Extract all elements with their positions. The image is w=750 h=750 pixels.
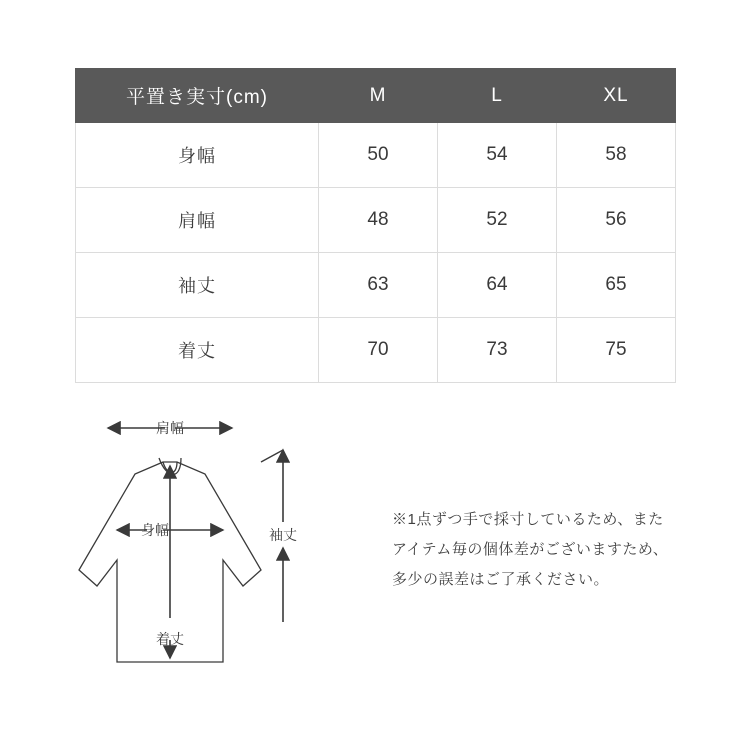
- table-header-size-xl: XL: [557, 69, 676, 123]
- cell-shoulder-width-l: 52: [438, 188, 557, 253]
- note-line-3: 多少の誤差はご了承ください。: [392, 571, 610, 588]
- cell-body-width-xl: 58: [557, 123, 676, 188]
- note-line-2: アイテム毎の個体差がございますため、: [392, 541, 669, 558]
- row-label-body-width: 身幅: [76, 123, 319, 188]
- size-table-head: [76, 69, 676, 123]
- measurement-note: [392, 505, 722, 595]
- cell-total-length-m: 70: [319, 318, 438, 383]
- label-body-width: 身幅: [141, 522, 169, 538]
- row-label-sleeve-length: 袖丈: [76, 253, 319, 318]
- table-header-row: [76, 69, 676, 123]
- size-table-body: [76, 123, 676, 383]
- garment-measurement-diagram: [55, 400, 385, 700]
- table-header-measurement: 平置き実寸(cm): [76, 69, 319, 123]
- cell-sleeve-length-l: 64: [438, 253, 557, 318]
- cell-sleeve-length-m: 63: [319, 253, 438, 318]
- table-row: [76, 188, 676, 253]
- cell-body-width-m: 50: [319, 123, 438, 188]
- cell-body-width-l: 54: [438, 123, 557, 188]
- size-table-container: [75, 68, 675, 383]
- note-line-1: ※1点ずつ手で採寸しているため、また: [392, 511, 664, 528]
- cell-total-length-xl: 75: [557, 318, 676, 383]
- label-total-length: 着丈: [156, 631, 184, 647]
- table-header-size-l: L: [438, 69, 557, 123]
- label-shoulder-width: 肩幅: [156, 420, 184, 436]
- size-table: [75, 68, 676, 383]
- table-header-size-m: M: [319, 69, 438, 123]
- table-row: [76, 123, 676, 188]
- row-label-shoulder-width: 肩幅: [76, 188, 319, 253]
- label-sleeve-length: 袖丈: [269, 527, 297, 543]
- cell-shoulder-width-m: 48: [319, 188, 438, 253]
- cell-sleeve-length-xl: 65: [557, 253, 676, 318]
- table-row: [76, 253, 676, 318]
- cell-shoulder-width-xl: 56: [557, 188, 676, 253]
- row-label-total-length: 着丈: [76, 318, 319, 383]
- table-row: [76, 318, 676, 383]
- cell-total-length-l: 73: [438, 318, 557, 383]
